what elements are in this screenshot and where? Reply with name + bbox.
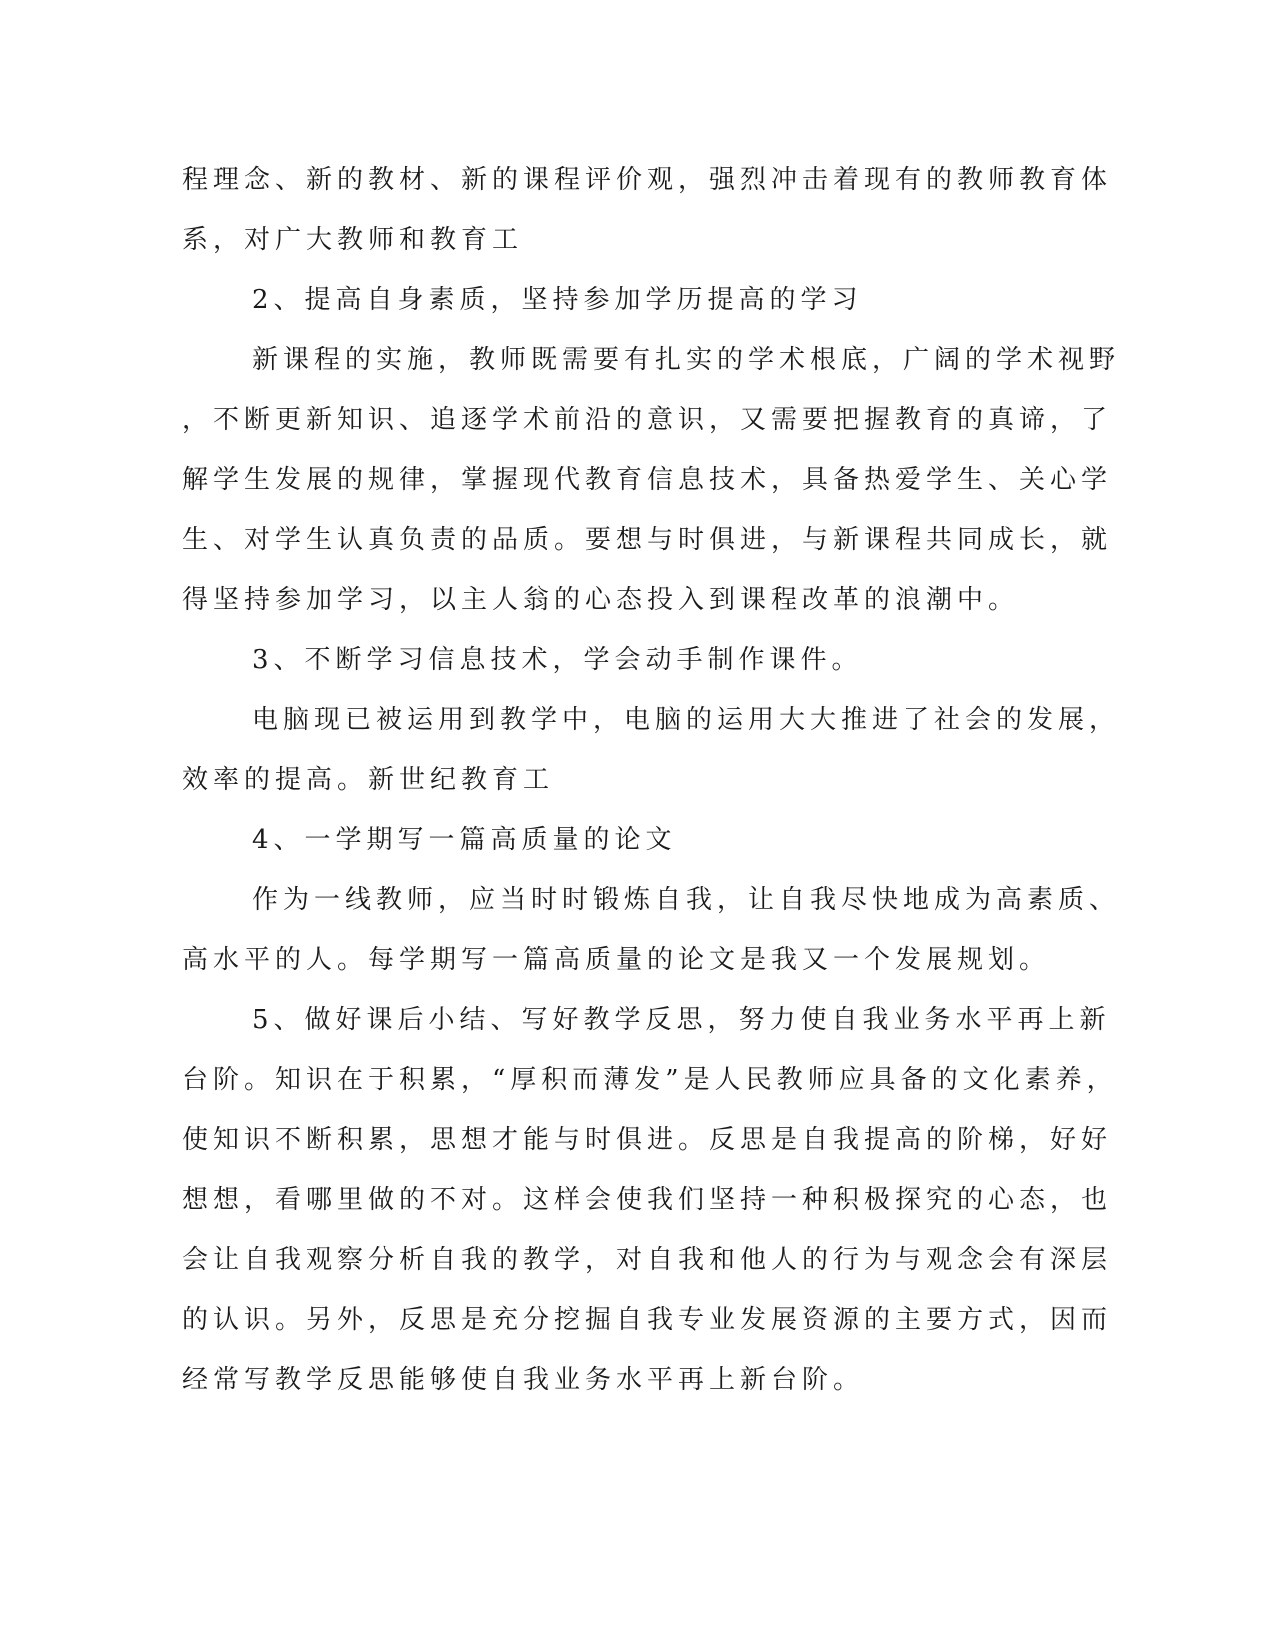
document-body	[182, 150, 1121, 1410]
text-line: 生、对学生认真负责的品质。要想与时俱进，与新课程共同成长，就	[182, 525, 1113, 555]
text-line: 高水平的人。每学期写一篇高质量的论文是我又一个发展规划。	[182, 945, 1051, 975]
text-line: 电脑现已被运用到教学中，电脑的运用大大推进了社会的发展，	[252, 705, 1121, 735]
section-heading: 5、做好课后小结、写好教学反思，努力使自我业务水平再上新	[252, 1005, 1111, 1035]
text-line: 解学生发展的规律，掌握现代教育信息技术，具备热爱学生、关心学	[182, 465, 1113, 495]
text-line: 程理念、新的教材、新的课程评价观，强烈冲击着现有的教师教育体	[182, 165, 1113, 195]
text-line: 经常写教学反思能够使自我业务水平再上新台阶。	[182, 1365, 865, 1395]
text-line: ，不断更新知识、追逐学术前沿的意识，又需要把握教育的真谛，了	[182, 405, 1113, 435]
text-line: 使知识不断积累，思想才能与时俱进。反思是自我提高的阶梯，好好	[182, 1125, 1113, 1155]
text-line: 想想，看哪里做的不对。这样会使我们坚持一种积极探究的心态，也	[182, 1185, 1113, 1215]
section-heading: 2、提高自身素质，坚持参加学历提高的学习	[252, 285, 863, 315]
section-heading: 3、不断学习信息技术，学会动手制作课件。	[252, 645, 863, 675]
text-line: 效率的提高。新世纪教育工	[182, 765, 555, 795]
text-line: 台阶。知识在于积累，“厚积而薄发”是人民教师应具备的文化素养，	[182, 1065, 1118, 1095]
text-line: 会让自我观察分析自我的教学，对自我和他人的行为与观念会有深层	[182, 1245, 1113, 1275]
text-line: 作为一线教师，应当时时锻炼自我，让自我尽快地成为高素质、	[252, 885, 1121, 915]
text-line: 得坚持参加学习，以主人翁的心态投入到课程改革的浪潮中。	[182, 585, 1020, 615]
text-line: 新课程的实施，教师既需要有扎实的学术根底，广阔的学术视野	[252, 345, 1121, 375]
section-heading: 4、一学期写一篇高质量的论文	[252, 825, 677, 855]
text-line: 的认识。另外，反思是充分挖掘自我专业发展资源的主要方式，因而	[182, 1305, 1113, 1335]
text-line: 系，对广大教师和教育工	[182, 225, 524, 255]
